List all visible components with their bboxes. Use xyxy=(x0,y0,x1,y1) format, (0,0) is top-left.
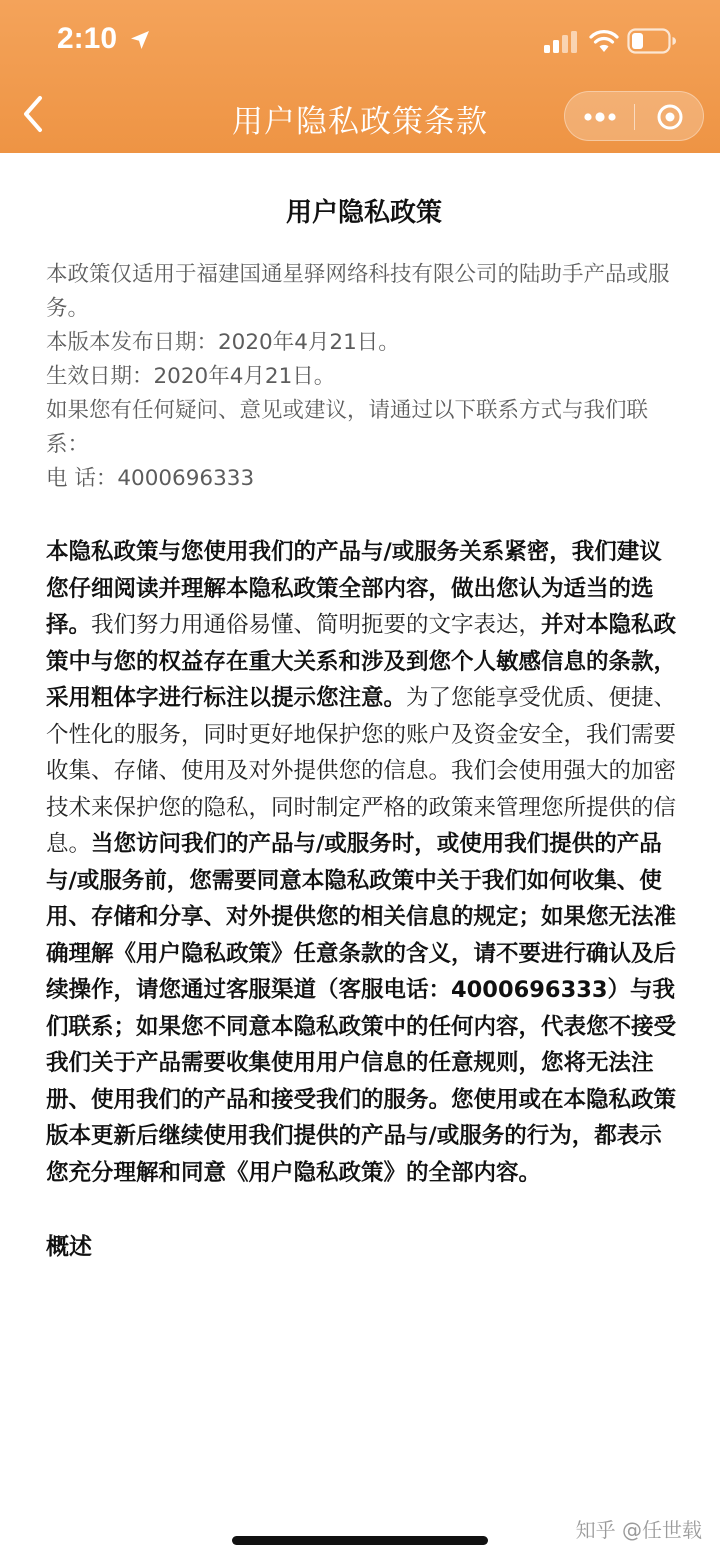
nav-bar xyxy=(0,80,720,153)
wifi-icon xyxy=(589,30,619,54)
meta-contact-note: 如果您有任何疑问、意见或建议，请通过以下联系方式与我们联系： xyxy=(46,398,649,457)
section-heading-overview: 概述 xyxy=(46,1234,92,1260)
target-close-icon[interactable] xyxy=(656,103,684,131)
meta-effective-date: 生效日期：2020年4月21日。 xyxy=(46,364,336,389)
capsule-divider xyxy=(634,104,635,130)
policy-paragraph xyxy=(46,534,682,1191)
policy-segment-bold: 本隐私政策与您使用我们的产品与/或服务关系紧密，我们建议您仔细阅读并理解本隐私政策全部内容，做出您认为适当的选择。 xyxy=(46,539,662,638)
policy-segment-bold: 当您访问我们的产品与/或服务时，或使用我们提供的产品与/或服务前，您需要同意本隐私政策中关于我们如何收集、使用、存储和分享、对外提供您的相关信息的规定；如果您无法准确理解《用户隐私政策》任意条款的含义，请不要进行确认及后续操作，请您通过客服渠道（客服电话：4000696333）与我们联系；如果您不同意本隐私政策中的任何内容，代表您不接受我们关于产品需要收集使用用户信息的任意规则，您将无法注册、使用我们的产品和接受我们的服务。您使用或在本隐私政策版本更新后继续使用我们提供的产品与/或服务的行为，都表示您充分理解和同意《用户隐私政策》的全部内容。 xyxy=(46,831,677,1186)
status-bar xyxy=(0,0,720,80)
meta-phone: 电 话：4000696333 xyxy=(46,466,255,491)
location-arrow-icon xyxy=(128,28,152,52)
meta-scope: 本政策仅适用于福建国通星驿网络科技有限公司的陆助手产品或服务。 xyxy=(46,262,670,321)
home-indicator[interactable] xyxy=(232,1536,488,1545)
policy-segment: 我们努力用通俗易懂、简明扼要的文字表达， xyxy=(91,612,542,638)
more-dots-icon[interactable] xyxy=(583,104,617,130)
policy-segment: 为了您能享受优质、便捷、个性化的服务，同时更好地保护您的账户及资金安全，我们需要收集、存储、使用及对外提供您的信息。我们会使用强大的加密技术来保护您的隐私，同时制定严格的政策来管理您所提供的信息。 xyxy=(46,685,677,857)
nav-title: 用户隐私政策条款 xyxy=(232,104,488,140)
policy-segment-bold: 并对本隐私政策中与您的权益存在重大关系和涉及到您个人敏感信息的条款，采用粗体字进行标注以提示您注意。 xyxy=(46,612,677,711)
meta-release-date: 本版本发布日期：2020年4月21日。 xyxy=(46,330,400,355)
battery-icon xyxy=(627,28,677,54)
document-meta xyxy=(46,258,682,496)
signal-icon xyxy=(544,31,578,53)
header-bar xyxy=(0,0,720,153)
watermark: 知乎 @任世载 xyxy=(575,1518,702,1542)
mini-program-capsule xyxy=(564,91,704,141)
document-title: 用户隐私政策 xyxy=(285,198,442,228)
status-time: 2:10 xyxy=(57,22,118,55)
policy-content xyxy=(46,190,682,1260)
